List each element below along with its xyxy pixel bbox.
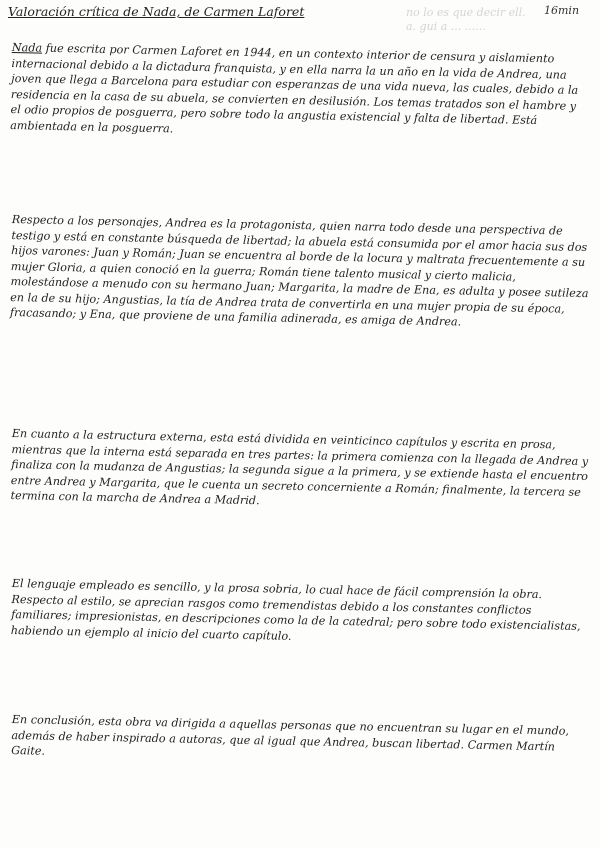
paragraph-text: Respecto a los personajes, Andrea es la protagonista, quien narra todo desde una perspectiva de testigo y está en constante búsqueda de libertad; la abuela está consumida por el amor hacia sus dos hijos varones: Juan y Román; Juan se encuentra al borde de la locura y maltrata frecuentemente a su mujer Gloria, a quien conoció en la guerra; Román tiene talento musical y cierto malicia, molestándose a menudo con su hermano Juan; Margarita, la madre de Ena, es adulta y posee sutileza en la de su hijo; Angustias, la tía de Andrea trata de convertirla en una mujer propia de su época, fracasando; y Ena, que proviene de una familia adinerada, es amiga de Andrea. <box>9 212 589 329</box>
paragraph-text: En cuanto a la estructura externa, esta está dividida en veinticinco capítulos y escrita en prosa, mientras que la interna está separada en tres partes: la primera comienza con la llegada de Andrea y finaliza con la mudanza de Angustias; la segunda sigue a la primera, y se extiende hasta el encuentro entre Andrea y Margarita, que le cuenta un secreto concerniente a Román; finalmente, la tercera se termina con la marcha de Andrea a Madrid. <box>10 426 589 508</box>
essay-title: Valoración crítica de Nada, de Carmen Laforet <box>8 4 305 19</box>
paragraph-structure <box>10 426 589 516</box>
header <box>8 4 592 33</box>
bleed-through-text: no lo es que decir ell. a. gui a ... ...... <box>406 6 526 33</box>
paragraph-language-style <box>11 576 590 650</box>
score-annotation: 16min <box>544 4 580 17</box>
paragraph-text: En conclusión, esta obra va dirigida a aquellas personas que no encuentran su lugar en el mundo, además de haber inspirado a autoras, que al igual que Andrea, buscan libertad. Carmen Martín Gaite. <box>11 712 570 758</box>
paragraph-lead-word: Nada <box>11 40 43 55</box>
paragraph-conclusion <box>11 712 590 771</box>
paragraph-text: El lenguaje empleado es sencillo, y la prosa sobria, lo cual hace de fácil comprensión la obra. Respecto al estilo, se aprecian rasgos como tremendistas debido a los constantes conflictos familiares; impresionistas, en descripciones como la de la catedral; pero sobre todo existencialistas, habiendo un ejemplo al inicio del cuarto capítulo. <box>10 576 581 643</box>
paragraph-introduction <box>10 40 590 145</box>
paragraph-text: fue escrita por Carmen Laforet en 1944, en un contexto interior de censura y aislamiento internacional debido a la dictadura franquista, y en ella narra la un año en la vida de Andrea, una joven que llega a Barcelona para estudiar con esperanzas de una vida nueva, las cuales, debido a la residencia en la casa de su abuela, se convierten en desilusión. Los temas tratados son el hambre y el odio propios de posguerra, pero sobre todo la angustia existencial y falta de libertad. Está ambientada en la posguerra. <box>10 41 579 135</box>
paragraph-characters <box>10 212 590 333</box>
